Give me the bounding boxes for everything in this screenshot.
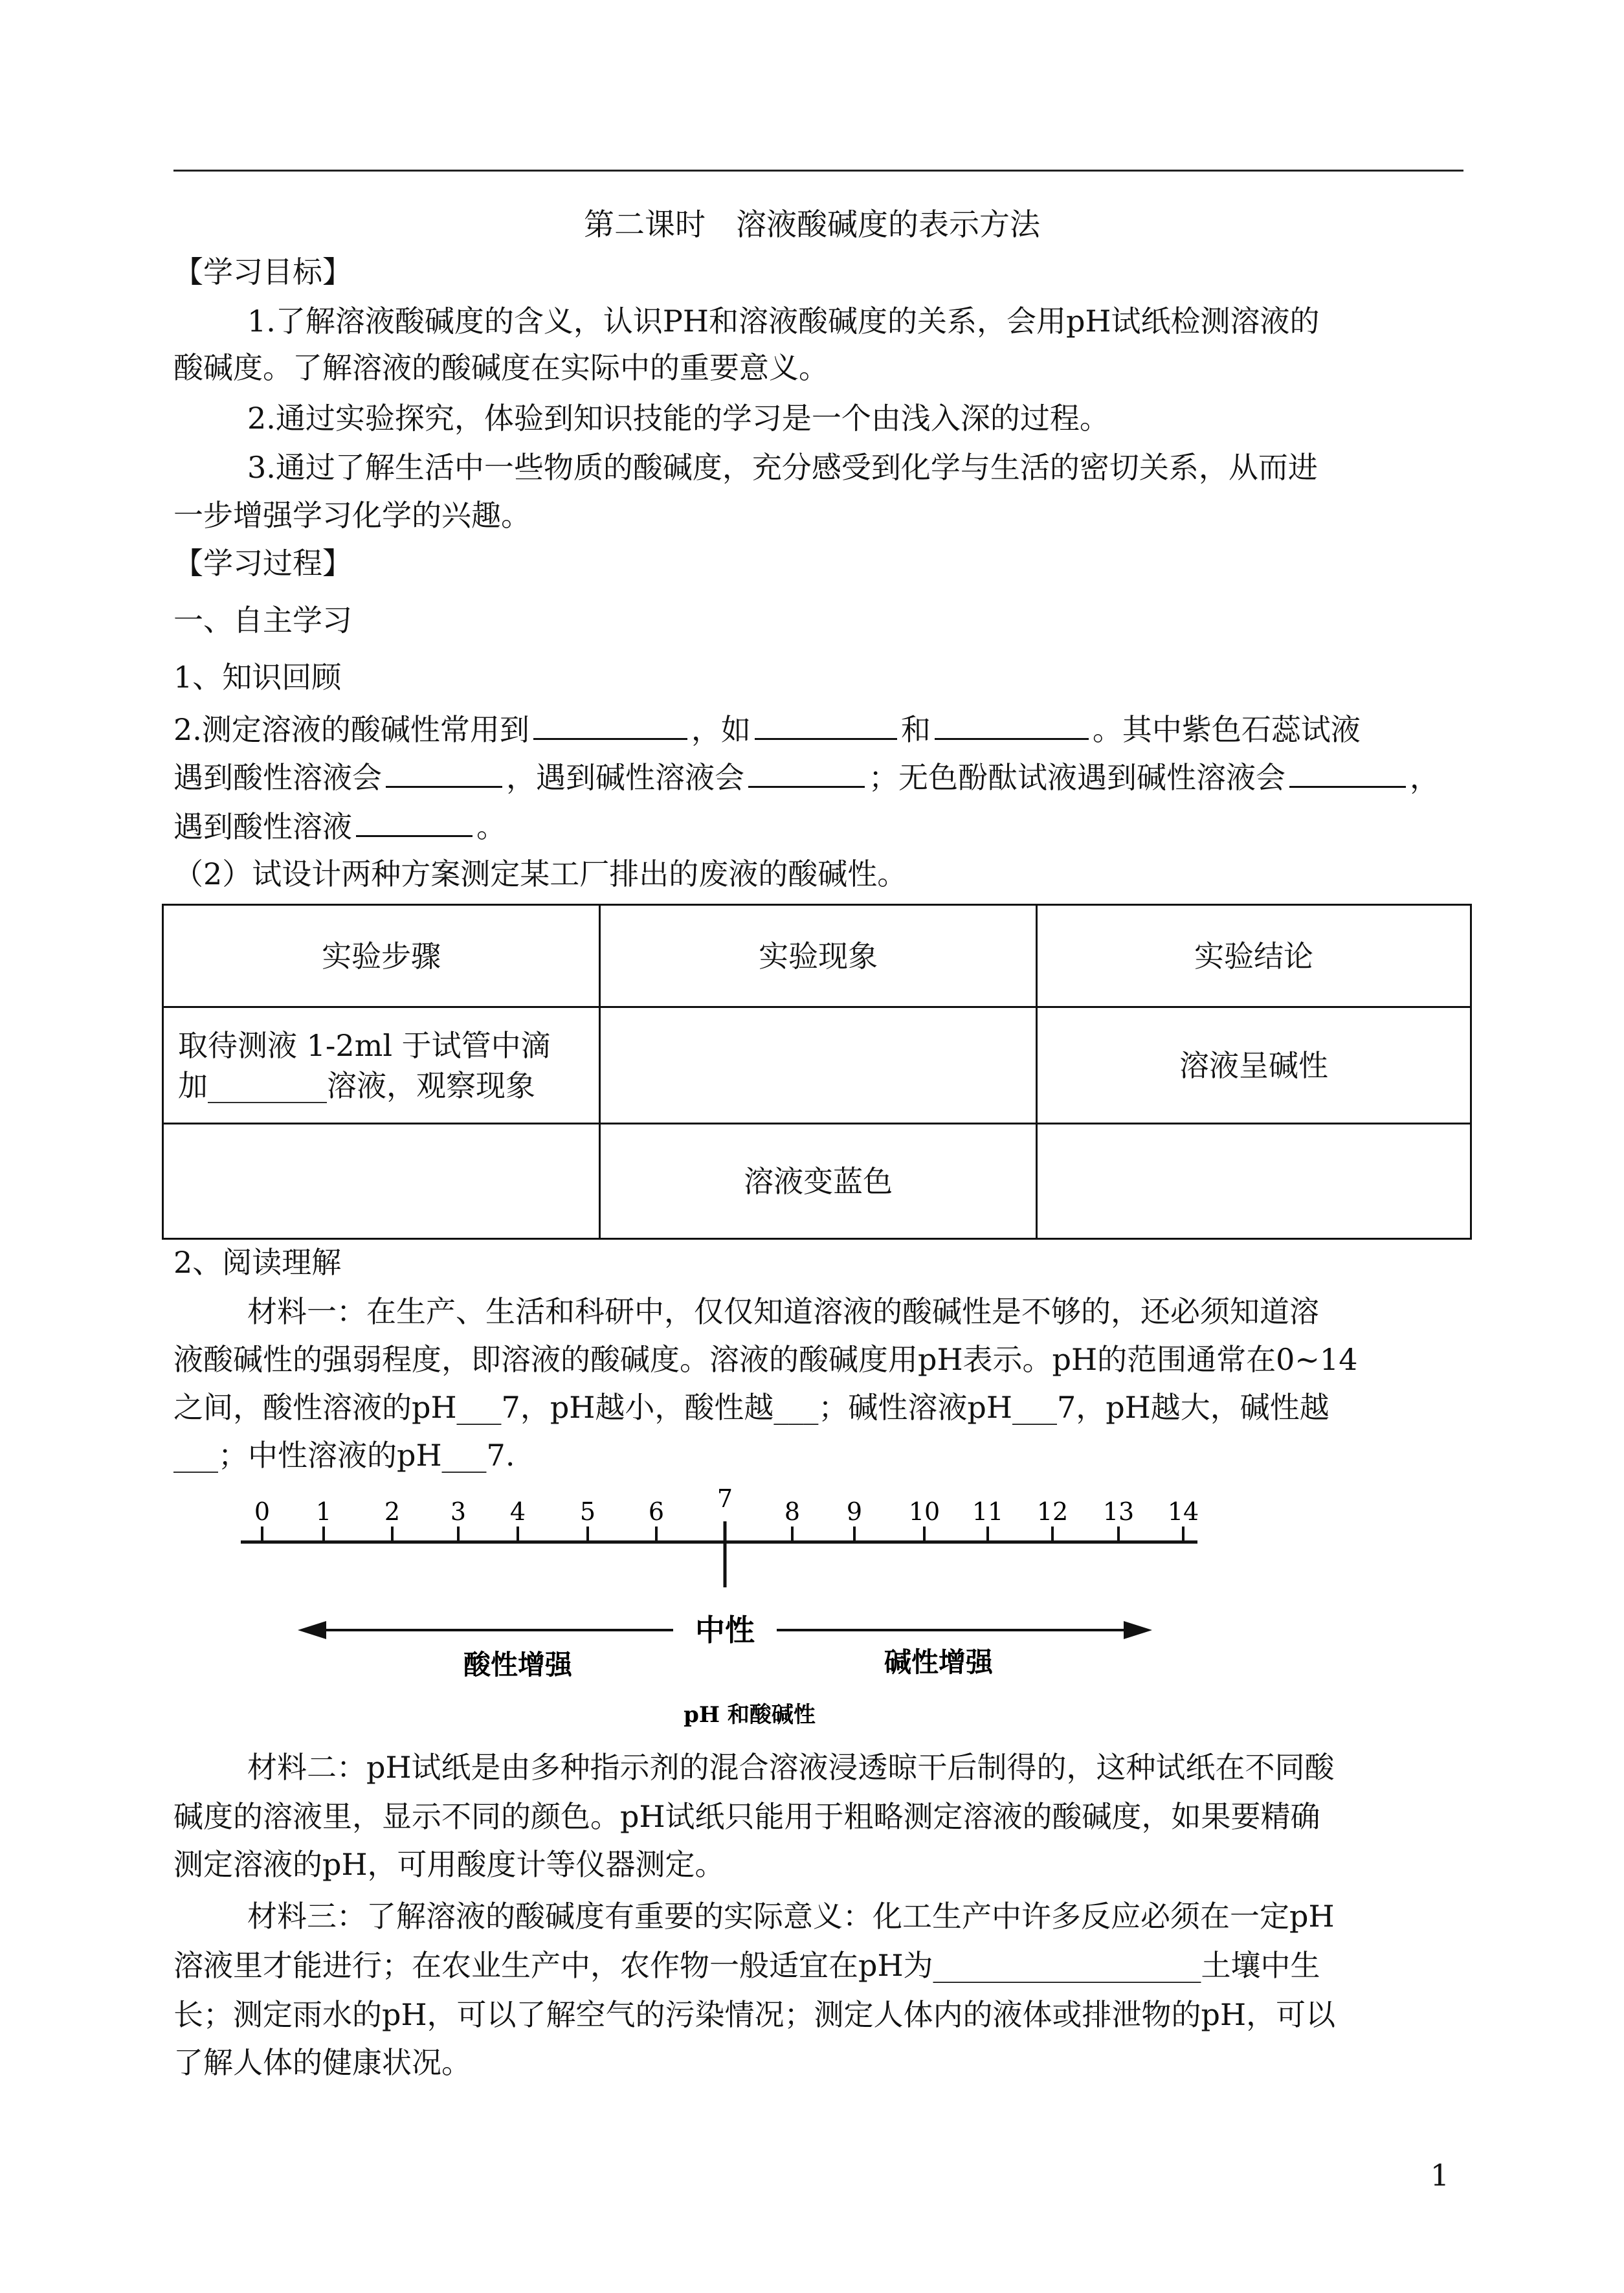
fill-blank[interactable] xyxy=(748,757,865,788)
fill-blank[interactable] xyxy=(935,710,1089,740)
question-2-line2 xyxy=(173,757,1440,797)
table-row xyxy=(163,1124,1471,1239)
material-3-line2: 溶液里才能进行；在农业生产中，农作物一般适宜在pH为__________________土壤中生 xyxy=(173,1948,1320,1983)
header-phenomenon: 实验现象 xyxy=(600,905,1037,1007)
material-3-line3: 长；测定雨水的pH，可以了解空气的污染情况；测定人体内的液体或排泄物的pH，可以 xyxy=(173,1997,1336,2032)
base-arrow-head xyxy=(1124,1621,1152,1639)
material-1-line2: 液酸碱性的强弱程度，即溶液的酸碱度。溶液的酸碱度用pH表示。pH的范围通常在0~14 xyxy=(173,1342,1358,1377)
fill-blank[interactable] xyxy=(1289,757,1406,788)
q2-text-g: ；无色酚酞试液遇到碱性溶液会 xyxy=(869,760,1285,795)
page-number: 1 xyxy=(1430,2158,1449,2193)
material-3-line1: 材料三：了解溶液的酸碱度有重要的实际意义：化工生产中许多反应必须在一定pH xyxy=(247,1899,1335,1934)
material-1-line3: 之间，酸性溶液的pH___7，pH越小，酸性越___；碱性溶液pH___7，pH越大，碱性越 xyxy=(173,1390,1329,1425)
ph-tick-label: 9 xyxy=(846,1497,863,1526)
objective-3-line2: 一步增强学习化学的兴趣。 xyxy=(173,498,531,533)
cell-step xyxy=(163,1007,600,1124)
table-header-row xyxy=(163,905,1471,1007)
ph-tick-label: 5 xyxy=(579,1497,596,1526)
material-2-line2: 碱度的溶液里，显示不同的颜色。pH试纸只能用于粗略测定溶液的酸碱度，如果要精确 xyxy=(173,1799,1320,1834)
ph-tick-label: 7 xyxy=(717,1484,733,1513)
knowledge-review: 1、知识回顾 xyxy=(173,660,342,695)
figure-caption: pH 和酸碱性 xyxy=(684,1702,816,1728)
q2-text-i: 遇到酸性溶液 xyxy=(173,809,352,844)
question-2-2: （2）试设计两种方案测定某工厂排出的废液的酸碱性。 xyxy=(173,856,907,891)
acid-arrow-head xyxy=(298,1621,326,1639)
material-1-line4: ___；中性溶液的pH___7. xyxy=(173,1438,515,1473)
ph-tick-label: 12 xyxy=(1036,1497,1069,1526)
fill-blank[interactable] xyxy=(356,807,473,837)
header-conclusion: 实验结论 xyxy=(1037,905,1471,1007)
material-1-line1: 材料一：在生产、生活和科研中，仅仅知道溶液的酸碱性是不够的，还必须知道溶 xyxy=(247,1294,1319,1329)
q2-text-j: 。 xyxy=(476,809,506,844)
ph-ticks xyxy=(254,1484,1199,1542)
cell-step[interactable] xyxy=(163,1124,600,1239)
material-3-line4: 了解人体的健康状况。 xyxy=(173,2045,471,2080)
table-row xyxy=(163,1007,1471,1124)
question-2-line3 xyxy=(173,807,506,846)
q2-text-a: 2.测定溶液的酸碱性常用到 xyxy=(173,712,529,747)
header-rule xyxy=(173,170,1463,172)
question-2-line1 xyxy=(173,710,1361,749)
ph-tick-label: 1 xyxy=(315,1497,332,1526)
q2-text-d: 。其中紫色石蕊试液 xyxy=(1092,712,1361,747)
reading-heading: 2、阅读理解 xyxy=(173,1245,342,1280)
ph-tick-label: 13 xyxy=(1102,1497,1135,1526)
fill-blank[interactable] xyxy=(755,710,897,740)
experiment-table xyxy=(162,904,1472,1240)
cell-conclusion: 溶液呈碱性 xyxy=(1037,1007,1471,1124)
ph-tick-label: 8 xyxy=(784,1497,801,1526)
ph-tick-label: 11 xyxy=(972,1497,1004,1526)
acid-label: 酸性增强 xyxy=(463,1649,573,1681)
neutral-label: 中性 xyxy=(695,1613,755,1648)
objective-1-line2: 酸碱度。了解溶液的酸碱度在实际中的重要意义。 xyxy=(173,350,829,385)
q2-text-e: 遇到酸性溶液会 xyxy=(173,760,382,795)
objective-1-line1: 1.了解溶液酸碱度的含义，认识PH和溶液酸碱度的关系，会用pH试纸检测溶液的 xyxy=(247,304,1320,339)
section-self-study: 一、自主学习 xyxy=(173,603,352,638)
ph-scale-figure xyxy=(194,1482,1230,1728)
base-label: 碱性增强 xyxy=(884,1646,994,1678)
material-2-line1: 材料二：pH试纸是由多种指示剂的混合溶液浸透晾干后制得的，这种试纸在不同酸 xyxy=(247,1750,1335,1785)
fill-blank[interactable] xyxy=(386,757,502,788)
page-title: 第二课时 溶液酸碱度的表示方法 xyxy=(584,207,1040,243)
objectives-heading: 【学习目标】 xyxy=(173,254,352,289)
cell-phenomenon[interactable] xyxy=(600,1007,1037,1124)
cell-conclusion[interactable] xyxy=(1037,1124,1471,1239)
step-line2: 加________溶液，观察现象 xyxy=(178,1068,535,1103)
ph-tick-label: 6 xyxy=(648,1497,665,1526)
q2-text-b: ，如 xyxy=(691,712,751,747)
header-step: 实验步骤 xyxy=(163,905,600,1007)
objective-3-line1: 3.通过了解生活中一些物质的酸碱度，充分感受到化学与生活的密切关系，从而进 xyxy=(247,450,1318,485)
material-2-line3: 测定溶液的pH，可用酸度计等仪器测定。 xyxy=(173,1847,725,1882)
ph-tick-label: 2 xyxy=(384,1497,401,1526)
q2-text-c: 和 xyxy=(900,712,931,747)
ph-tick-label: 3 xyxy=(450,1497,467,1526)
step-line1: 取待测液 1-2ml 于试管中滴 xyxy=(178,1027,551,1063)
fill-blank[interactable] xyxy=(533,710,687,740)
cell-phenomenon: 溶液变蓝色 xyxy=(600,1124,1037,1239)
ph-tick-label: 14 xyxy=(1167,1497,1199,1526)
q2-text-f: ，遇到碱性溶液会 xyxy=(506,760,744,795)
ph-tick-label: 4 xyxy=(509,1497,526,1526)
objective-2: 2.通过实验探究，体验到知识技能的学习是一个由浅入深的过程。 xyxy=(247,401,1109,436)
process-heading: 【学习过程】 xyxy=(173,546,352,581)
ph-tick-label: 10 xyxy=(908,1497,940,1526)
q2-text-h: ， xyxy=(1410,760,1440,795)
ph-tick-label: 0 xyxy=(254,1497,271,1526)
